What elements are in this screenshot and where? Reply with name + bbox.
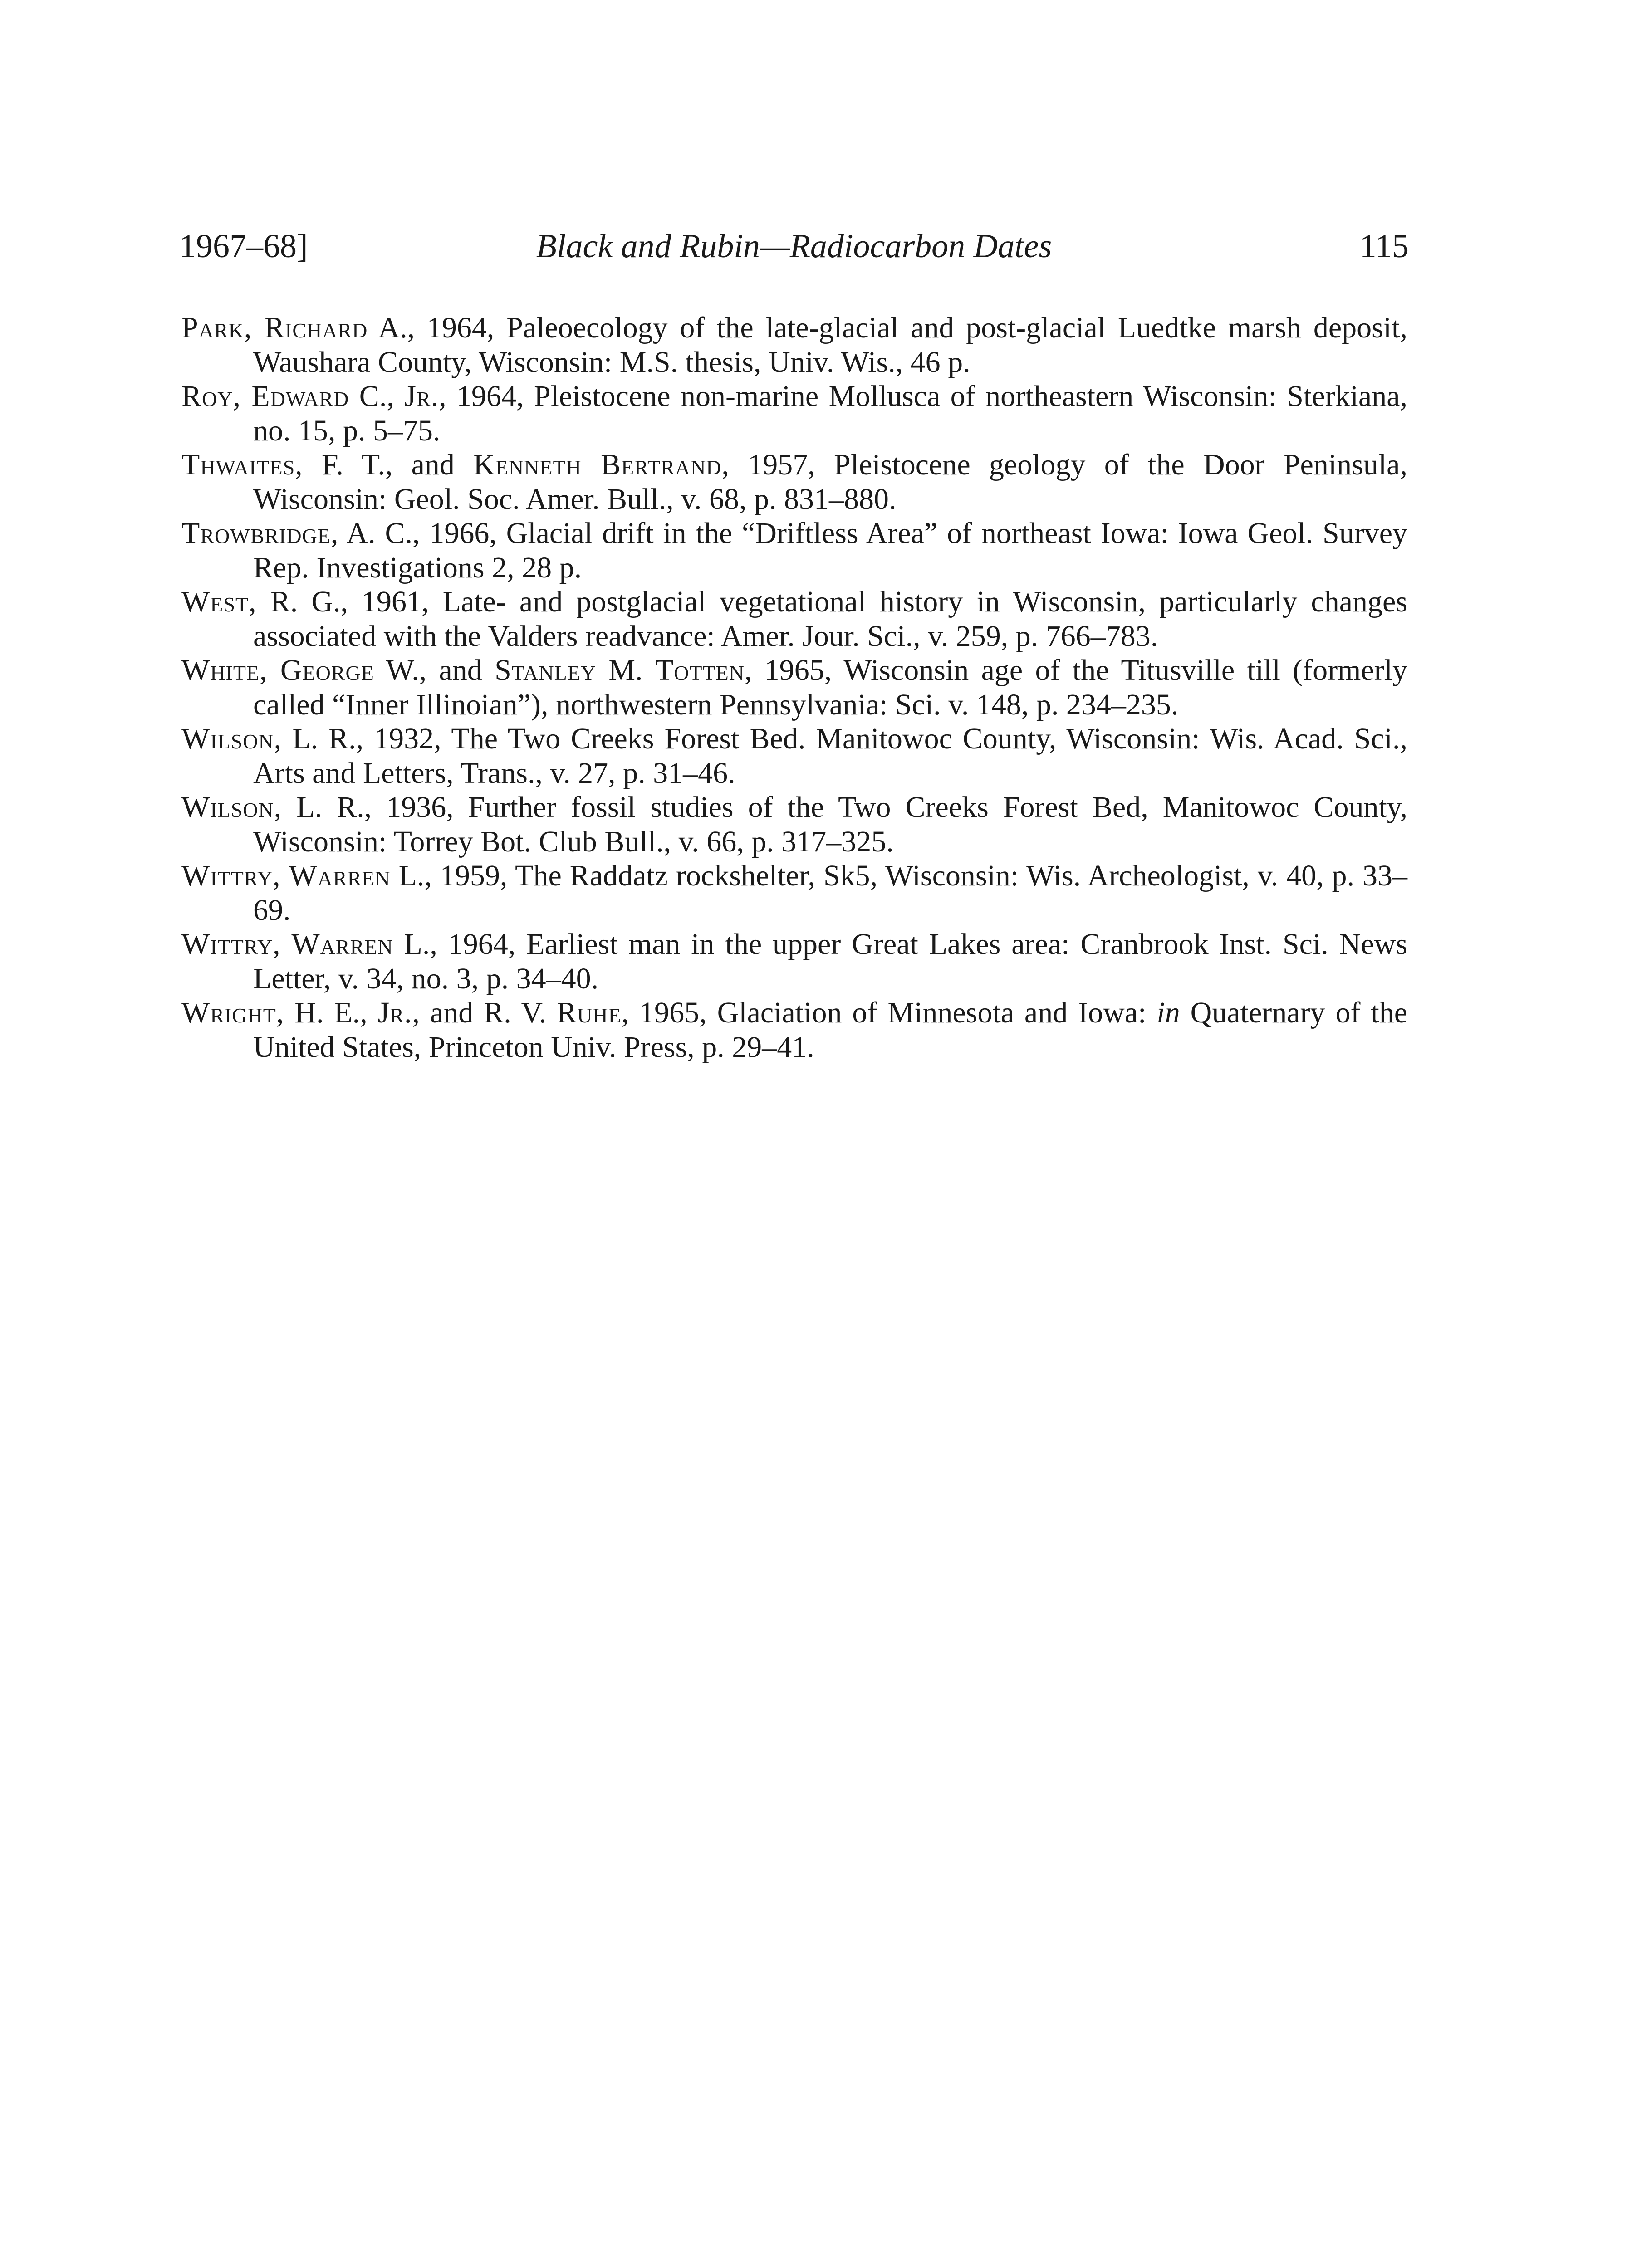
reference-author: White, George — [181, 654, 374, 687]
reference-text: A., 1964, Paleoecology of the late-glacial and post-glacial Luedtke marsh deposit, Waushara County, Wisconsin: M.S. thesis, Univ. Wis., 46 p. — [253, 311, 1407, 379]
page-number: 115 — [1359, 228, 1409, 265]
volume-years: 1967–68] — [179, 228, 308, 265]
reference-coauthor: Stanley — [495, 654, 597, 687]
reference-author: Wittry, Warren — [181, 859, 391, 892]
reference-text: Quaternary of the United States, Princeton Univ. Press, p. 29–41. — [253, 996, 1408, 1064]
reference-list — [181, 311, 1407, 1064]
reference-text: L. R., 1932, The Two Creeks Forest Bed. Manitowoc County, Wisconsin: Wis. Acad. Sci., Arts and Letters, Trans., v. 27, p. 31–46. — [253, 722, 1407, 790]
reference-entry — [181, 585, 1407, 653]
reference-text: , 1964, Pleistocene non-marine Mollusca of northeastern Wisconsin: Sterkiana, no. 15, p. 5–75. — [253, 380, 1407, 447]
reference-author: Wittry, Warren — [181, 928, 393, 961]
reference-entry — [181, 516, 1407, 585]
reference-text: L. R., 1936, Further fossil studies of the Two Creeks Forest Bed, Manitowoc County, Wisconsin: Torrey Bot. Club Bull., v. 66, p. 317–325. — [253, 791, 1407, 858]
reference-author: Wilson, — [181, 791, 282, 824]
reference-coauthor: Ruhe — [557, 996, 622, 1029]
reference-text: , 1957, Pleistocene geology of the Door Peninsula, Wisconsin: Geol. Soc. Amer. Bull., v. 68, p. 831–880. — [253, 448, 1407, 516]
reference-text: L., 1964, Earliest man in the upper Great Lakes area: Cranbrook Inst. Sci. News Letter, v. 34, no. 3, p. 34–40. — [253, 928, 1408, 995]
reference-author-suffix: Jr. — [377, 996, 412, 1029]
reference-author: Trowbridge, — [181, 517, 339, 550]
reference-text: C., — [349, 380, 405, 413]
reference-author: Wright, — [181, 996, 284, 1029]
reference-text: L., 1959, The Raddatz rockshelter, Sk5, Wisconsin: Wis. Archeologist, v. 40, p. 33–69. — [253, 859, 1407, 927]
reference-author: Wilson, — [181, 722, 282, 755]
reference-entry — [181, 996, 1407, 1064]
reference-coauthor: Totten — [655, 654, 745, 687]
reference-text: W., and — [374, 654, 495, 687]
reference-text: , 1965, Wisconsin age of the Titusville till (formerly called “Inner Illinoian”), northwestern Pennsylvania: Sci. v. 148, p. 234–235. — [253, 654, 1407, 721]
reference-author: Park, Richard — [181, 311, 368, 344]
reference-coauthor: Kenneth Bertrand — [473, 448, 722, 481]
reference-entry — [181, 448, 1407, 516]
reference-text: M. — [596, 654, 655, 687]
reference-text: F. T., and — [303, 448, 474, 481]
reference-entry — [181, 790, 1407, 859]
reference-author: West, — [181, 585, 257, 618]
reference-entry — [181, 722, 1407, 790]
reference-entry — [181, 859, 1407, 927]
reference-text: H. E., — [284, 996, 378, 1029]
running-title: Black and Rubin—Radiocarbon Dates — [536, 228, 1052, 265]
reference-author-suffix: Jr. — [404, 380, 439, 413]
reference-text: , 1965, Glaciation of Minnesota and Iowa: — [621, 996, 1157, 1029]
reference-italic: in — [1157, 996, 1180, 1029]
reference-entry — [181, 653, 1407, 722]
reference-entry — [181, 379, 1407, 448]
reference-text: A. C., 1966, Glacial drift in the “Driftless Area” of northeast Iowa: Iowa Geol. Survey Rep. Investigations 2, 28 p. — [253, 517, 1407, 584]
reference-text: R. G., 1961, Late- and postglacial vegetational history in Wisconsin, particularly changes associated with the Valders readvance: Amer. Jour. Sci., v. 259, p. 766–783. — [253, 585, 1407, 653]
reference-entry — [181, 311, 1407, 379]
reference-author: Thwaites, — [181, 448, 303, 481]
running-head — [179, 221, 1409, 271]
reference-entry — [181, 927, 1407, 996]
reference-author: Roy, Edward — [181, 380, 349, 413]
reference-text: , and R. V. — [412, 996, 557, 1029]
